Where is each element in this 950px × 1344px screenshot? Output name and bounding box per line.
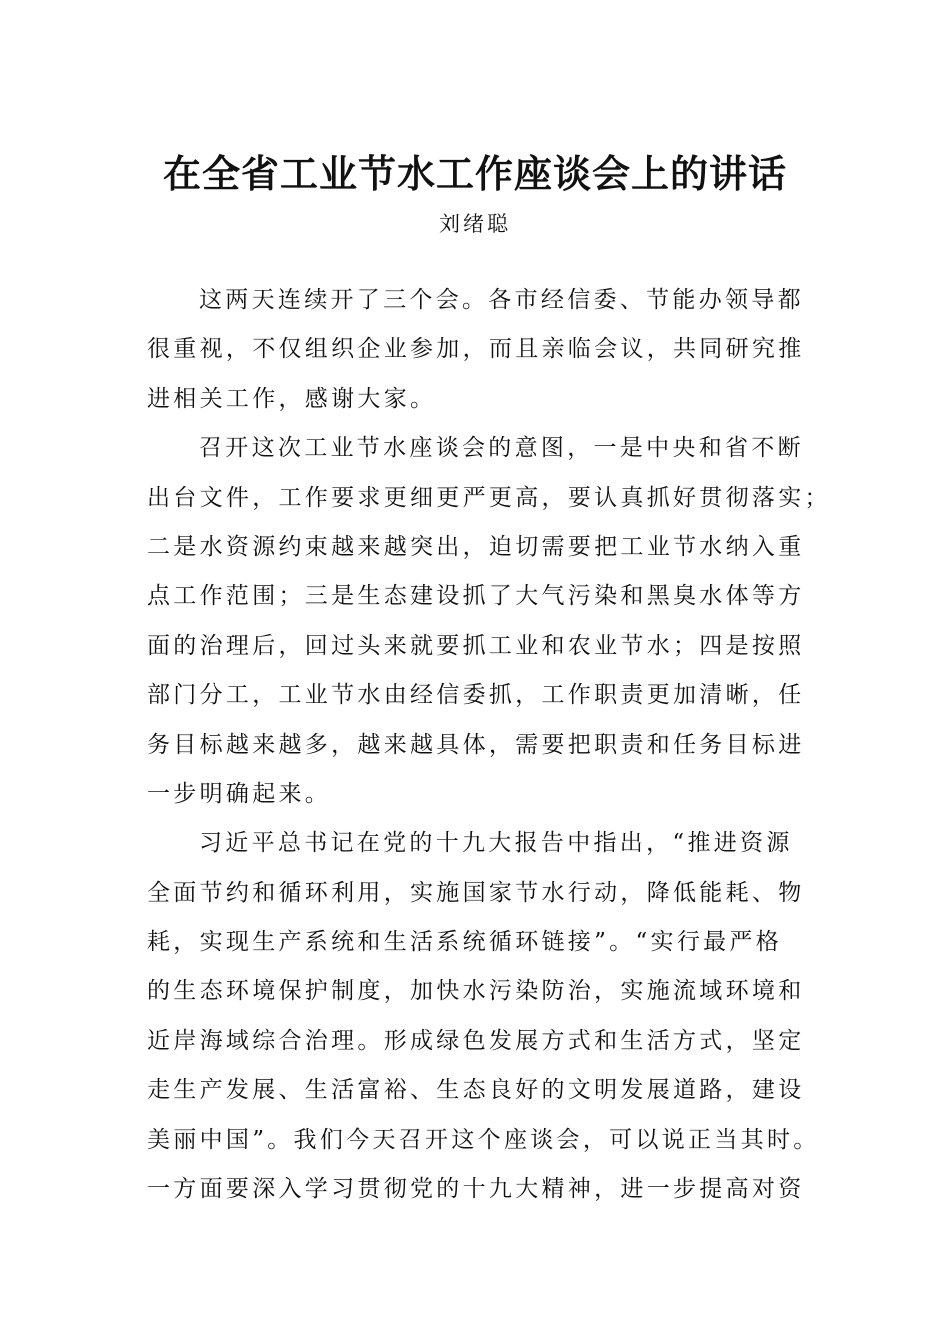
paragraph-1-line-2: 很重视，不仅组织企业参加，而且亲临会议，共同研究推	[147, 336, 805, 363]
document-author: 刘绪聪	[439, 212, 511, 236]
paragraph-1-line-1: 这两天连续开了三个会。各市经信委、节能办领导都	[199, 287, 804, 313]
paragraph-2-line-4: 点工作范围；三是生态建设抓了大气污染和黑臭水体等方	[147, 583, 805, 610]
paragraph-2-line-3: 二是水资源约束越来越突出，迫切需要把工业节水纳入重	[147, 533, 805, 560]
paragraph-2-line-7: 务目标越来越多，越来越具体，需要把职责和任务目标进	[147, 731, 805, 758]
document-body	[147, 276, 831, 1214]
paragraph-3-line-7: 美丽中国”。我们今天召开这个座谈会，可以说正当其时。	[147, 1126, 820, 1153]
paragraph-2-line-1: 召开这次工业节水座谈会的意图，一是中央和省不断	[199, 435, 804, 462]
paragraph-3-line-2: 全面节约和循环利用，实施国家节水行动，降低能耗、物	[147, 879, 805, 906]
paragraph-3-line-1: 习近平总书记在党的十九大报告中指出，“推进资源	[199, 830, 793, 857]
paragraph-3-line-4: 的生态环境保护制度，加快水污染防治，实施流域环境和	[147, 978, 805, 1005]
paragraph-3-line-6: 走生产发展、生活富裕、生态良好的文明发展道路，建设	[147, 1077, 805, 1104]
paragraph-1-line-3: 进相关工作，感谢大家。	[147, 385, 437, 412]
paragraph-3-line-5: 近岸海域综合治理。形成绿色发展方式和生活方式，坚定	[147, 1027, 805, 1054]
paragraph-3-line-3: 耗，实现生产系统和生活系统循环链接”。“实行最严格	[147, 929, 783, 956]
paragraph-2-line-2: 出台文件，工作要求更细更严更高，要认真抓好贯彻落实；	[147, 484, 831, 511]
paragraph-3-line-8: 一方面要深入学习贯彻党的十九大精神，进一步提高对资	[147, 1176, 805, 1203]
paragraph-2-line-6: 部门分工，工业节水由经信委抓，工作职责更加清晰，任	[147, 682, 805, 709]
paragraph-2-line-8: 一步明确起来。	[147, 780, 332, 807]
paragraph-2-line-5: 面的治理后，回过头来就要抓工业和农业节水；四是按照	[147, 632, 805, 659]
document-title: 在全省工业节水工作座谈会上的讲话	[162, 151, 787, 196]
